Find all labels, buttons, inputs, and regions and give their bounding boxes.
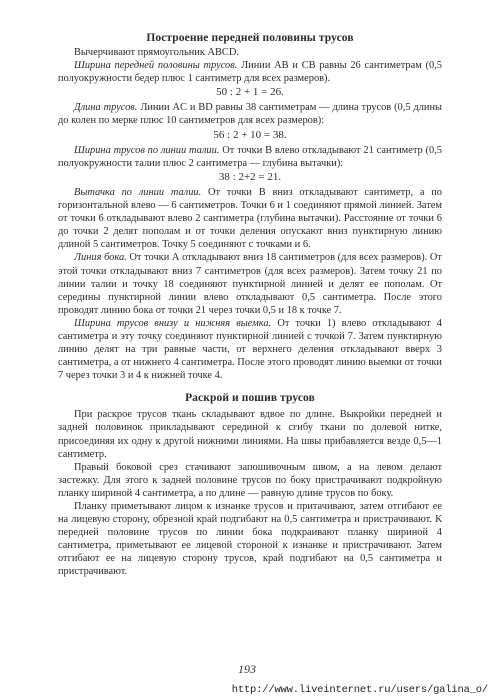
paragraph-waist-width	[58, 144, 442, 170]
run-in-heading: Вытачка по линии талии.	[74, 186, 202, 198]
paragraph-text: Линии AC и BD равны 38 сантиметрам — длина трусов (0,5 длины до колен по мерке плюс 10 сантиметров для всех размеров):	[58, 102, 442, 127]
paragraph-front-width	[58, 59, 442, 85]
formula-length: 56 : 2 + 10 = 38.	[213, 128, 287, 141]
paragraph-text: Линии AB и CB равны 26 сантиметрам (0,5 полуокружности бедер плюс 1 сантиметр для всех размеров).	[58, 60, 442, 85]
paragraph-text: От точки B влево откладывают 21 сантиметр (0,5 полуокружности талии плюс 2 сантиметра — глубина вытачки):	[58, 144, 442, 169]
run-in-heading: Ширина передней половины трусов.	[74, 60, 238, 72]
section-title-front-half: Построение передней половины трусов	[146, 32, 354, 44]
run-in-heading: Линия бока.	[74, 252, 127, 264]
paragraph-text: От точки 1) влево откладывают 4 сантиметра и эту точку соединяют пунктирной линией с точкой 7. Затем пунктирную линию делят на три равные части, от верхнего деления откладывают вверх 3 сантиметра, а от нижнего 4 сантиметра. После этого проводят линию выемки от точки 7 через точки 3 и 4 к нижней точке 4.	[58, 317, 442, 382]
formula-waist: 38 : 2+2 = 21.	[218, 170, 282, 183]
paragraph-length	[58, 101, 442, 127]
paragraph-placket: Планку приметывают лицом к изнанке трусов и притачивают, затем отгибают ее на лицевую сторону, обрезной край подгибают на 0,5 сантиметра и пристрачивают. К передней половине трусов по линии бока подкраивают планку шириной 4 сантиметра, приметывают ее лицевой стороной к изнанке и пристрачивают. Затем отгибают ее на лицевую сторону трусов, край подгибают на 0,5 сантиметра и пристрачивают.	[58, 501, 442, 578]
paragraph-dart	[58, 186, 442, 251]
formula-width: 50 : 2 + 1 = 26.	[216, 86, 284, 99]
paragraph-rectangle: Вычерчивают прямоугольник ABCD.	[74, 47, 239, 58]
paragraph-cutting: При раскрое трусов ткань складывают вдвое по длине. Выкройки передней и задней половинок прикладывают серединой к сгибу ткани по долевой нитке, присоединяя их одну к другой нижними линиями. На швы прибавляется везде 0,5—1 сантиметр.	[58, 409, 442, 460]
run-in-heading: Ширина трусов по линии талии.	[74, 144, 220, 156]
run-in-heading: Длина трусов.	[74, 102, 138, 114]
page-number: 193	[238, 662, 256, 676]
run-in-heading: Ширина трусов внизу и нижняя выемка.	[74, 317, 272, 329]
paragraph-side-line	[58, 251, 442, 316]
paragraph-text: От точки B вниз откладывают сантиметр, а по горизонтальной влево — 6 сантиметров. Точки 6 и 1 соединяют прямой линией. Затем от точки 6 откладывают влево 2 сантиметра (глубина вытачки). Расстояние от точки 6 до точки 2 делят пополам и от точки деления опускают вниз пунктирную линию длиной 5 сантиметров. Точку 5 соединяют с точками и 6.	[58, 186, 442, 251]
section-title-cutting: Раскрой и пошив трусов	[185, 392, 315, 405]
source-url-watermark: http://www.liveinternet.ru/users/galina_o/	[231, 684, 488, 696]
paragraph-side-seam: Правый боковой срез стачивают запошивочным швом, а на левом делают застежку. Для этого к задней половине трусов по боку пристрачивают подкройную планку шириной 4 сантиметра, а по длине — равную длине трусов по боку.	[58, 461, 442, 499]
paragraph-bottom-width	[58, 317, 442, 382]
paragraph-text: От точки А откладывают вниз 18 сантиметров (для всех размеров). От этой точки откладывают вниз 7 сантиметров (для всех размеров). Затем точку 21 по линии талии и точку 18 соединяют пунктирной линией и делят ее пополам. От середины пунктирной линии влево откладывают 0,5 сантиметра. После этого проводят линию бока от точки 21 через точки 0,5 и 18 к точке 7.	[58, 252, 442, 316]
